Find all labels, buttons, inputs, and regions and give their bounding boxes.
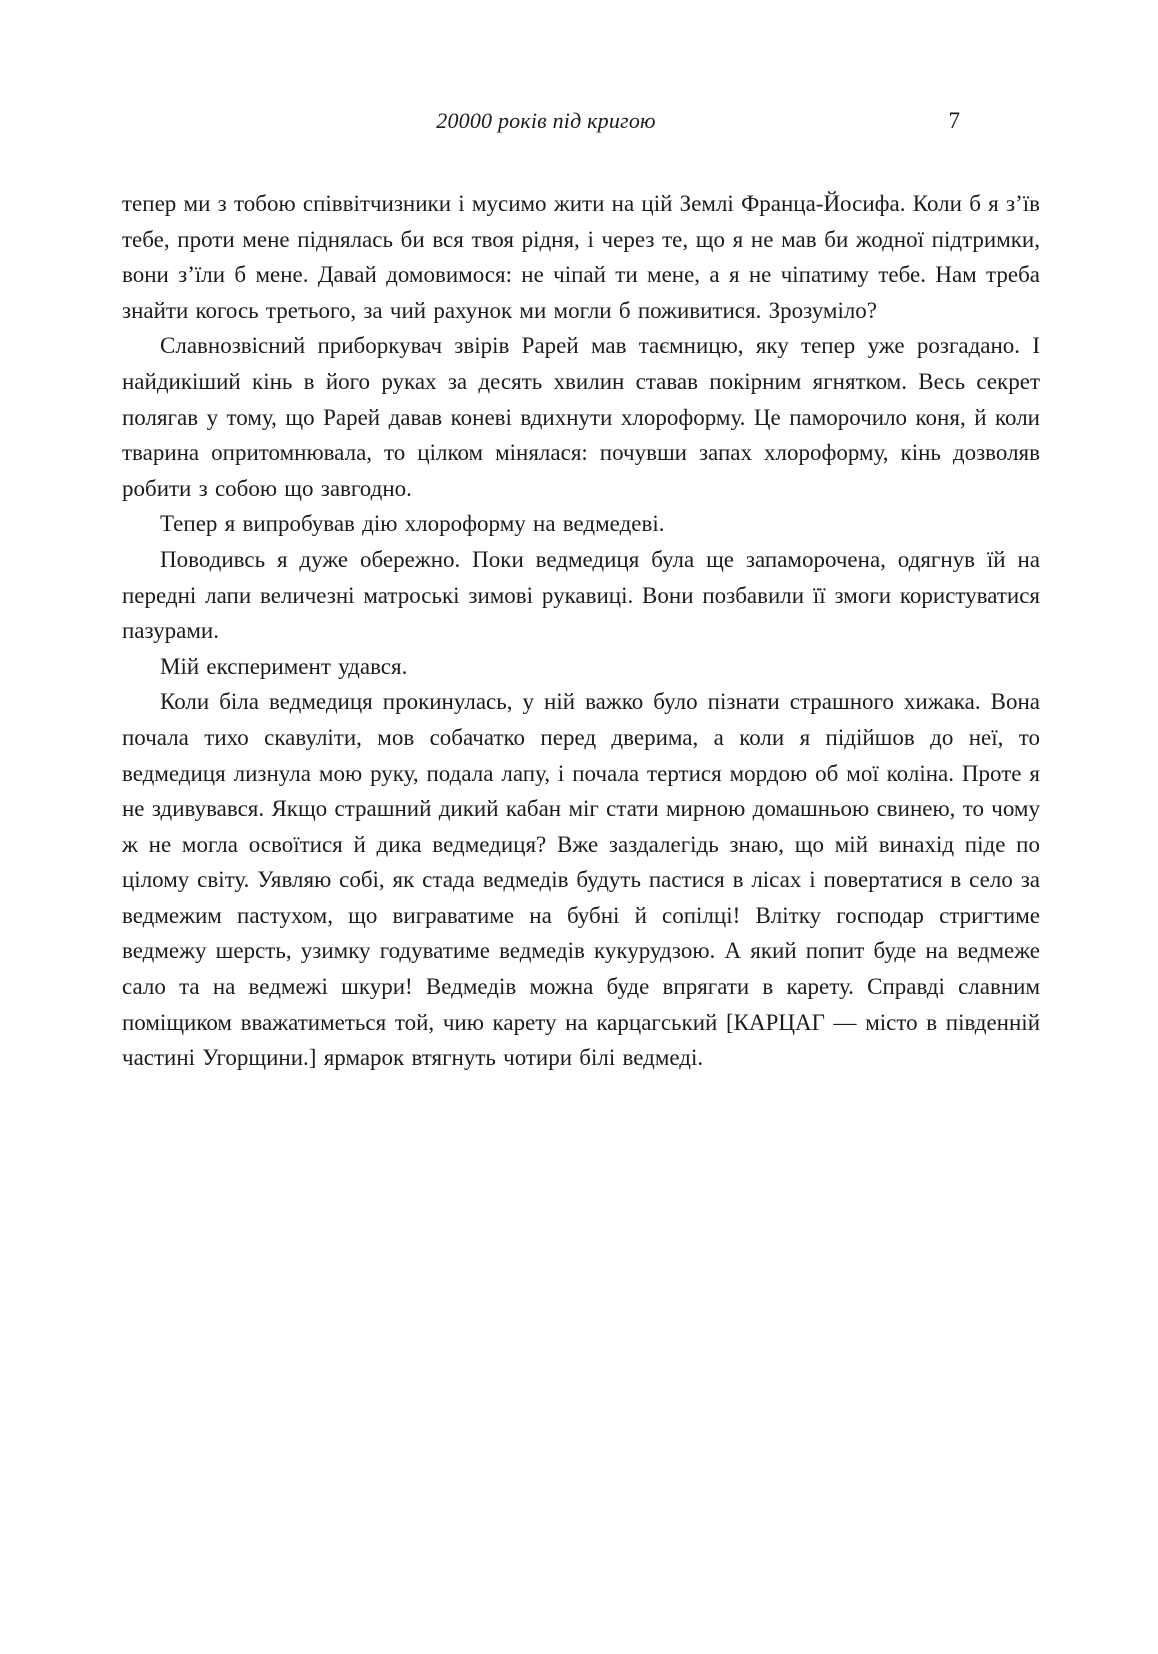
running-title: 20000 років під кригою: [436, 108, 656, 133]
paragraph: Поводивсь я дуже обережно. Поки ведмедиця була ще запаморочена, одягнув їй на передні лапи величезні матроські зимові рукавиці. Вони позбавили її змоги користуватися пазурами.: [122, 546, 1040, 644]
page-header: [122, 108, 1040, 140]
paragraph: Коли біла ведмедиця прокинулась, у ній важко було пізнати страшного хижака. Вона почала тихо скавуліти, мов собачатко перед дверима, а коли я підійшов до неї, то ведмедиця лизнула мою руку, подала лапу, і почала тертися мордою об мої коліна. Проте я не здивувався. Якщо страшний дикий кабан міг стати мирною домашньою свинею, то чому ж не могла освоїтися й дика ведмедиця? Вже заздалегідь знаю, що мій винахід піде по цілому світу. Уявляю собі, як стада ведмедів будуть пастися в лісах і повертатися в село за ведмежим пастухом, що виграватиме на бубні й сопілці! Влітку господар стригтиме ведмежу шерсть, узимку годуватиме ведмедів кукурудзою. А який попит буде на ведмеже сало та на ведмежі шкури! Ведмедів можна буде впрягати в карету. Справді славним поміщиком вважатиметься той, чию карету на карцагський [КАРЦАГ — місто в південній частині Угорщини.] ярмарок втягнуть чотири білі ведмеді.: [122, 689, 1040, 1071]
paragraph: Тепер я випробував дію хлороформу на ведмедеві.: [160, 511, 665, 537]
paragraph: тепер ми з тобою співвітчизники і мусимо жити на цій Землі Франца-Йосифа. Коли б я з’їв тебе, проти мене піднялась би вся твоя рідня, і через те, що я не мав би жодної підтримки, вони з’їли б мене. Давай домовимося: не чіпай ти мене, а я не чіпатиму тебе. Нам треба знайти когось третього, за чий рахунок ми могли б поживитися. Зрозуміло?: [122, 191, 1040, 323]
page-number: 7: [948, 108, 960, 133]
paragraph: Мій експеримент удався.: [160, 653, 408, 679]
paragraph: Славнозвісний приборкувач звірів Рарей мав таємницю, яку тепер уже розгадано. І найдикіший кінь в його руках за десять хвилин ставав покірним ягнятком. Весь секрет полягав у тому, що Рарей давав коневі вдихнути хлороформу. Це паморочило коня, й коли тварина опритомнювала, то цілком мінялася: почувши запах хлороформу, кінь дозволяв робити з собою що завгодно.: [122, 333, 1040, 501]
page-body: [122, 186, 1040, 1076]
